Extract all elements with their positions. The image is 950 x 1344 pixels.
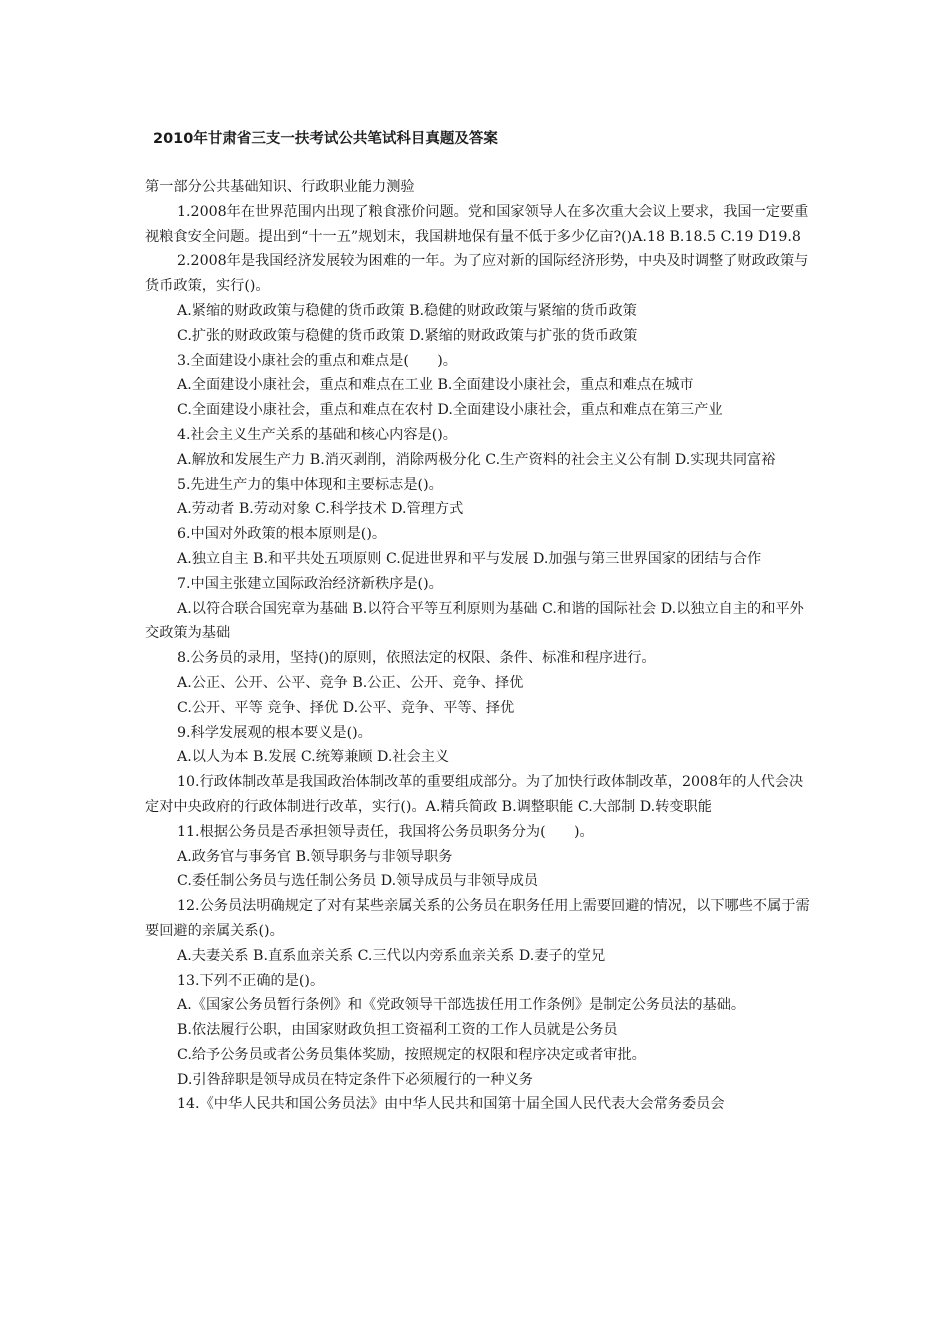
paragraph: A.全面建设小康社会，重点和难点在工业 B.全面建设小康社会，重点和难点在城市 — [177, 377, 694, 394]
paragraph: B.依法履行公职，由国家财政负担工资福利工资的工作人员就是公务员 — [177, 1022, 618, 1039]
paragraph: C.公开、平等 竞争、择优 D.公平、竞争、平等、择优 — [177, 699, 515, 716]
paragraph: 4.社会主义生产关系的基础和核心内容是()。 — [177, 426, 457, 443]
paragraph: A.以人为本 B.发展 C.统筹兼顾 D.社会主义 — [177, 749, 450, 766]
paragraph: C.给予公务员或者公务员集体奖励，按照规定的权限和程序决定或者审批。 — [177, 1046, 646, 1063]
paragraph: 10.行政体制改革是我国政治体制改革的重要组成部分。为了加快行政体制改革，2008年的人代会决定对中央政府的行政体制进行改革，实行()。A.精兵简政 B.调整职能 C.大部制 D.转变职能 — [145, 774, 804, 815]
paragraph: 13.下列不正确的是()。 — [177, 972, 325, 989]
paragraph: 11.根据公务员是否承担领导责任，我国将公务员职务分为( )。 — [177, 823, 594, 840]
paragraph: 5.先进生产力的集中体现和主要标志是()。 — [177, 476, 443, 493]
paragraph: 1.2008年在世界范围内出现了粮食涨价问题。党和国家领导人在多次重大会议上要求，我国一定要重视粮食安全问题。提出到“十一五”规划末，我国耕地保有量不低于多少亿亩?()A.18 B.18.5 C.19 D19.8 — [145, 203, 809, 245]
paragraph: 第一部分公共基础知识、行政职业能力测验 — [145, 179, 415, 195]
paragraph: C.扩张的财政政策与稳健的货币政策 D.紧缩的财政政策与扩张的货币政策 — [177, 327, 638, 344]
paragraph: A.夫妻关系 B.直系血亲关系 C.三代以内旁系血亲关系 D.妻子的堂兄 — [177, 947, 606, 964]
paragraph: 14.《中华人民共和国公务员法》由中华人民共和国第十届全国人民代表大会常务委员会 — [177, 1096, 725, 1113]
paragraph: A.《国家公务员暂行条例》和《党政领导干部选拔任用工作条例》是制定公务员法的基础。 — [177, 997, 746, 1014]
paragraph: A.公正、公开、公平、竞争 B.公正、公开、竞争、择优 — [177, 674, 524, 691]
paragraph: 3.全面建设小康社会的重点和难点是( )。 — [177, 352, 457, 369]
document-title: 2010年甘肃省三支一扶考试公共笔试科目真题及答案 — [153, 131, 498, 147]
paragraph: 2.2008年是我国经济发展较为困难的一年。为了应对新的国际经济形势，中央及时调整了财政政策与货币政策，实行()。 — [145, 253, 809, 295]
paragraph: D.引咎辞职是领导成员在特定条件下必须履行的一种义务 — [177, 1071, 533, 1088]
paragraph: 8.公务员的录用，坚持()的原则，依照法定的权限、条件、标准和程序进行。 — [177, 650, 656, 667]
paragraph: 6.中国对外政策的根本原则是()。 — [177, 526, 387, 543]
paragraph: A.以符合联合国宪章为基础 B.以符合平等互利原则为基础 C.和谐的国际社会 D.以独立自主的和平外交政策为基础 — [145, 600, 804, 642]
paragraph: 7.中国主张建立国际政治经济新秩序是()。 — [177, 575, 443, 592]
paragraph: A.解放和发展生产力 B.消灭剥削，消除两极分化 C.生产资料的社会主义公有制 D.实现共同富裕 — [177, 451, 776, 468]
paragraph: C.全面建设小康社会，重点和难点在农村 D.全面建设小康社会，重点和难点在第三产业 — [177, 402, 723, 419]
paragraph: 9.科学发展观的根本要义是()。 — [177, 724, 372, 741]
paragraph: A.独立自主 B.和平共处五项原则 C.促进世界和平与发展 D.加强与第三世界国家的团结与合作 — [177, 550, 762, 567]
paragraph: C.委任制公务员与选任制公务员 D.领导成员与非领导成员 — [177, 873, 539, 890]
paragraph: 12.公务员法明确规定了对有某些亲属关系的公务员在职务任用上需要回避的情况，以下哪些不属于需要回避的亲属关系()。 — [145, 898, 810, 939]
paragraph: A.紧缩的财政政策与稳健的货币政策 B.稳健的财政政策与紧缩的货币政策 — [177, 302, 637, 319]
paragraph: A.劳动者 B.劳动对象 C.科学技术 D.管理方式 — [177, 501, 464, 518]
document-body — [145, 175, 813, 1117]
paragraph: A.政务官与事务官 B.领导职务与非领导职务 — [177, 848, 453, 865]
